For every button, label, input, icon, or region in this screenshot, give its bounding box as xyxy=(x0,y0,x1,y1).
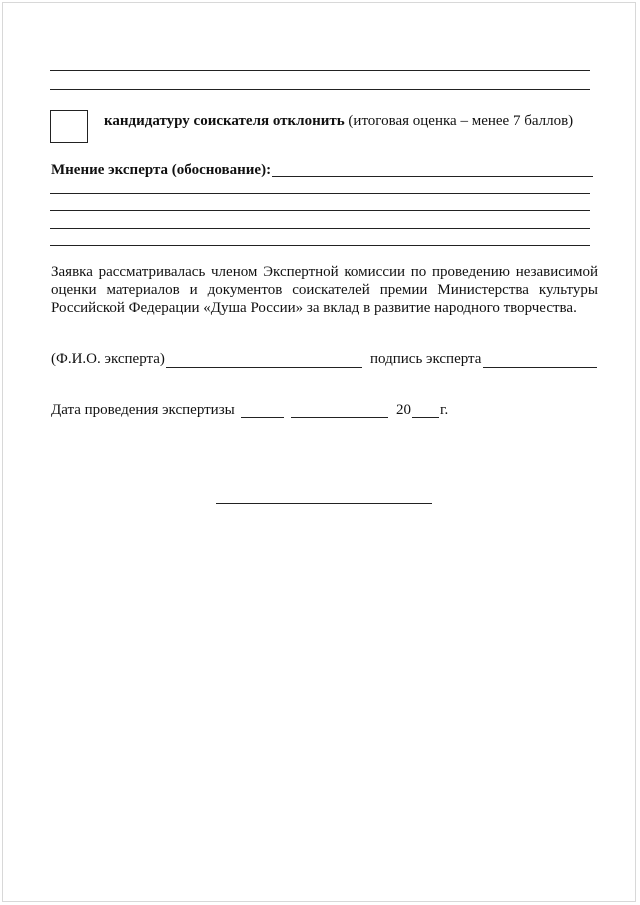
reject-note: (итоговая оценка – менее 7 баллов) xyxy=(348,113,574,129)
fio-label: (Ф.И.О. эксперта) xyxy=(51,351,165,367)
fio-field[interactable] xyxy=(166,367,362,368)
opinion-line-1[interactable] xyxy=(50,193,590,194)
end-separator xyxy=(216,503,432,504)
statement-line-3: Российской Федерации «Душа России» за вклад в развитие народного творчества. xyxy=(51,300,577,316)
sign-field[interactable] xyxy=(483,367,597,368)
sign-label: подпись эксперта xyxy=(370,351,482,367)
date-label: Дата проведения экспертизы xyxy=(51,402,235,418)
date-year-prefix: 20 xyxy=(396,402,411,418)
statement-paragraph xyxy=(51,263,598,317)
statement-line-1: Заявка рассматривалась членом Экспертной комиссии по проведению независимой xyxy=(51,264,598,280)
page-border xyxy=(2,2,636,902)
top-rule-1 xyxy=(50,70,590,71)
opinion-line-3[interactable] xyxy=(50,228,590,229)
date-day-field[interactable] xyxy=(241,417,284,418)
opinion-line-4[interactable] xyxy=(50,245,590,246)
top-rule-2 xyxy=(50,89,590,90)
opinion-label: Мнение эксперта (обоснование): xyxy=(51,162,272,178)
date-month-field[interactable] xyxy=(291,417,388,418)
opinion-line-0[interactable] xyxy=(272,176,593,177)
reject-bold-label: кандидатуру соискателя отклонить xyxy=(104,113,345,129)
date-year-suffix: г. xyxy=(440,402,449,418)
reject-option xyxy=(104,112,573,130)
reject-checkbox[interactable] xyxy=(50,110,88,143)
opinion-line-2[interactable] xyxy=(50,210,590,211)
statement-line-2: оценки материалов и документов соискателей премии Министерства культуры xyxy=(51,282,598,298)
date-year-field[interactable] xyxy=(412,417,439,418)
